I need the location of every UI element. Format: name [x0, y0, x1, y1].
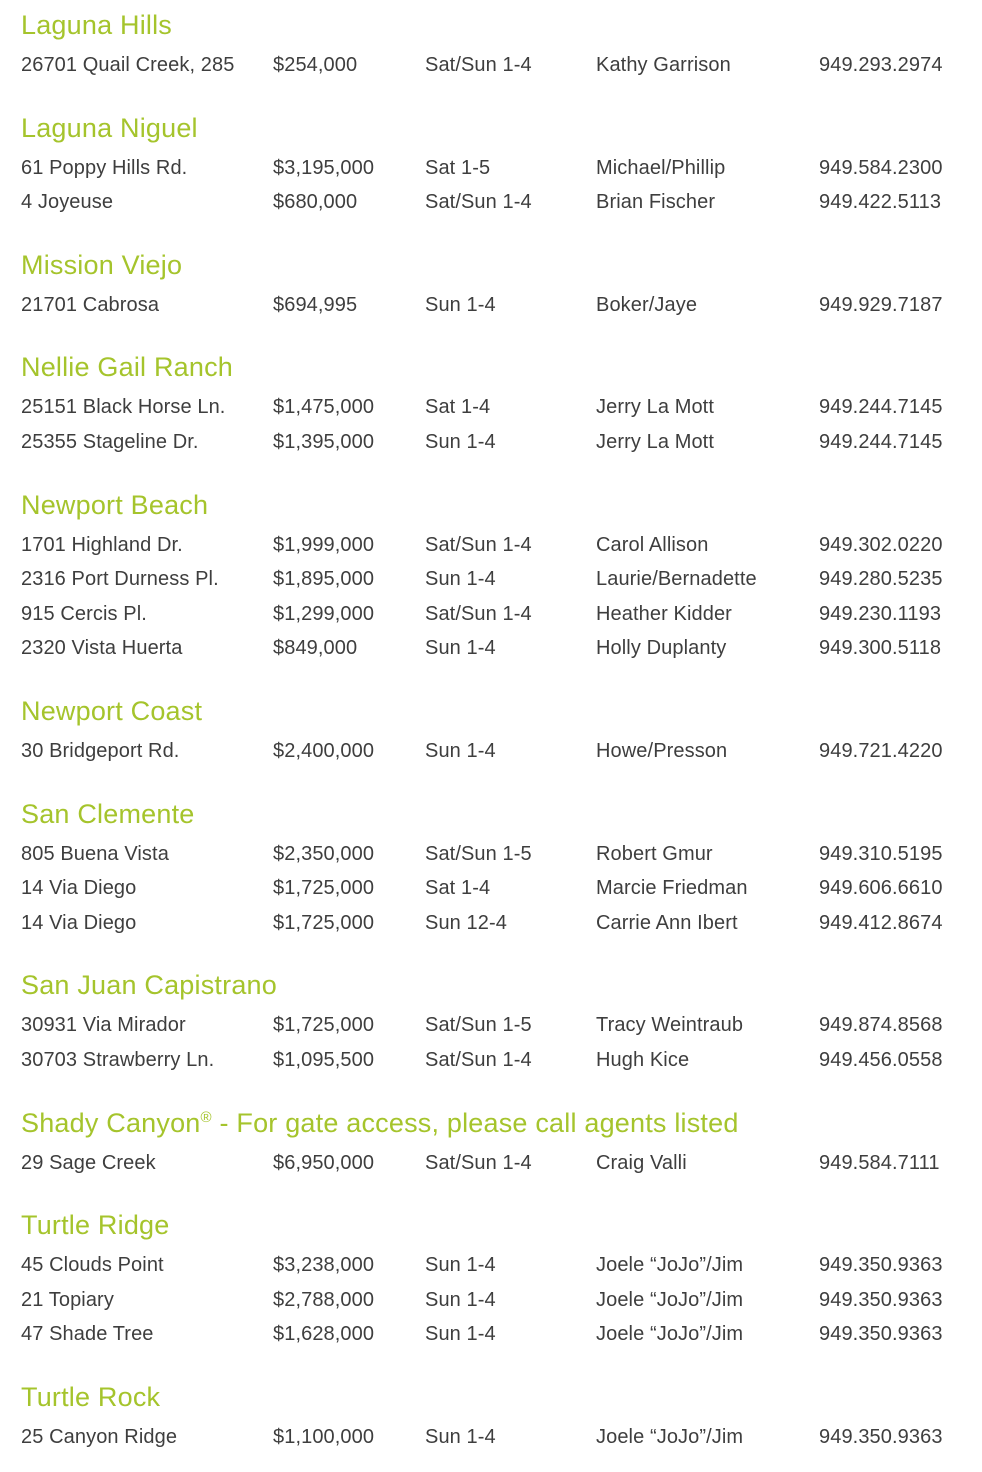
listing-agent: Boker/Jaye [596, 293, 698, 316]
city-section [21, 486, 972, 666]
city-name: Shady Canyon [21, 1107, 201, 1138]
city-name: Nellie Gail Ranch [21, 352, 233, 383]
listing-price: $849,000 [273, 637, 358, 660]
city-heading [21, 1206, 972, 1244]
city-section [21, 6, 972, 83]
listing-time: Sun 12-4 [425, 911, 507, 934]
listing-phone: 949.350.9363 [819, 1254, 943, 1277]
listing-rows [21, 1420, 972, 1455]
listing-row [21, 151, 972, 186]
city-section [21, 1378, 972, 1455]
city-name: Laguna Niguel [21, 112, 198, 143]
listing-phone: 949.280.5235 [819, 568, 943, 591]
city-heading [21, 246, 972, 284]
listing-row [21, 390, 972, 425]
listing-price: $694,995 [273, 293, 358, 316]
listing-address: 2316 Port Durness Pl. [21, 568, 219, 591]
listing-agent: Joele “JoJo”/Jim [596, 1323, 744, 1346]
listing-address: 29 Sage Creek [21, 1151, 156, 1174]
listing-phone: 949.293.2974 [819, 54, 943, 76]
city-section [21, 246, 972, 323]
city-heading [21, 6, 972, 44]
listing-rows [21, 837, 972, 941]
listing-row [21, 425, 972, 460]
listing-rows [21, 390, 972, 459]
city-name: Turtle Ridge [21, 1210, 170, 1241]
listing-time: Sun 1-4 [425, 1425, 496, 1448]
listing-agent: Heather Kidder [596, 602, 732, 625]
listing-price: $1,725,000 [273, 911, 375, 934]
listing-agent: Michael/Phillip [596, 156, 726, 179]
listing-row [21, 185, 972, 220]
listing-agent: Craig Valli [596, 1151, 687, 1174]
listing-address: 14 Via Diego [21, 877, 137, 900]
listing-address: 30 Bridgeport Rd. [21, 739, 180, 762]
listing-agent: Robert Gmur [596, 842, 713, 865]
city-name: Laguna Hills [21, 10, 172, 40]
listing-agent: Hugh Kice [596, 1048, 690, 1071]
listing-time: Sat/Sun 1-5 [425, 842, 532, 865]
listing-phone: 949.350.9363 [819, 1323, 943, 1346]
listing-price: $1,095,500 [273, 1048, 375, 1071]
listing-agent: Carrie Ann Ibert [596, 911, 738, 934]
listing-rows [21, 1248, 972, 1352]
listing-price: $1,628,000 [273, 1323, 375, 1346]
listing-agent: Howe/Presson [596, 739, 728, 762]
listing-address: 30931 Via Mirador [21, 1014, 186, 1037]
listing-row [21, 1043, 972, 1078]
listing-phone: 949.721.4220 [819, 739, 943, 762]
listing-price: $1,299,000 [273, 602, 375, 625]
listing-phone: 949.302.0220 [819, 533, 943, 556]
listing-price: $1,475,000 [273, 396, 375, 419]
listing-price: $1,895,000 [273, 568, 375, 591]
listing-price: $1,999,000 [273, 533, 375, 556]
listing-row [21, 48, 972, 83]
listing-row [21, 734, 972, 769]
listing-rows [21, 528, 972, 666]
listing-row [21, 597, 972, 632]
listing-address: 30703 Strawberry Ln. [21, 1048, 215, 1071]
listing-row [21, 631, 972, 666]
listing-row [21, 1317, 972, 1352]
listing-row [21, 906, 972, 941]
listing-address: 805 Buena Vista [21, 842, 169, 865]
listing-address: 21 Topiary [21, 1288, 114, 1311]
listing-agent: Carol Allison [596, 533, 709, 556]
listing-rows [21, 151, 972, 220]
city-name: San Clemente [21, 798, 195, 829]
listing-address: 61 Poppy Hills Rd. [21, 156, 188, 179]
listing-agent: Joele “JoJo”/Jim [596, 1288, 744, 1311]
listing-rows [21, 1008, 972, 1077]
listing-phone: 949.456.0558 [819, 1048, 943, 1071]
listing-address: 26701 Quail Creek, 285 [21, 54, 235, 76]
listing-phone: 949.244.7145 [819, 396, 943, 419]
listing-time: Sun 1-4 [425, 293, 496, 316]
listing-phone: 949.310.5195 [819, 842, 943, 865]
listing-row [21, 1146, 972, 1181]
listing-address: 25151 Black Horse Ln. [21, 396, 226, 419]
listing-agent: Joele “JoJo”/Jim [596, 1254, 744, 1277]
listing-time: Sat/Sun 1-4 [425, 54, 532, 76]
listing-phone: 949.350.9363 [819, 1425, 943, 1448]
city-heading [21, 1378, 972, 1416]
listing-agent: Jerry La Mott [596, 430, 714, 453]
listing-phone: 949.584.2300 [819, 156, 943, 179]
listing-time: Sun 1-4 [425, 568, 496, 591]
listing-row [21, 1008, 972, 1043]
listing-address: 14 Via Diego [21, 911, 137, 934]
listing-rows [21, 48, 972, 83]
listing-time: Sun 1-4 [425, 637, 496, 660]
listing-time: Sun 1-4 [425, 739, 496, 762]
city-name: Newport Coast [21, 695, 203, 726]
listing-row [21, 1420, 972, 1455]
listing-time: Sun 1-4 [425, 430, 496, 453]
heading-note: - For gate access, please call agents listed [211, 1107, 739, 1138]
listing-time: Sat/Sun 1-4 [425, 1151, 532, 1174]
listing-time: Sat/Sun 1-4 [425, 191, 532, 214]
listing-phone: 949.929.7187 [819, 293, 943, 316]
listing-address: 2320 Vista Huerta [21, 637, 183, 660]
listing-phone: 949.874.8568 [819, 1014, 943, 1037]
listing-address: 47 Shade Tree [21, 1323, 154, 1346]
listing-time: Sun 1-4 [425, 1254, 496, 1277]
listing-agent: Jerry La Mott [596, 396, 714, 419]
city-heading [21, 348, 972, 386]
listing-address: 915 Cercis Pl. [21, 602, 147, 625]
listing-phone: 949.300.5118 [819, 637, 942, 660]
listing-time: Sat/Sun 1-4 [425, 602, 532, 625]
city-section [21, 966, 972, 1077]
listing-time: Sun 1-4 [425, 1288, 496, 1311]
city-heading [21, 692, 972, 730]
listing-time: Sat 1-4 [425, 396, 491, 419]
listing-time: Sun 1-4 [425, 1323, 496, 1346]
city-section [21, 109, 972, 220]
listing-row [21, 837, 972, 872]
listing-time: Sat/Sun 1-4 [425, 1048, 532, 1071]
listing-row [21, 1248, 972, 1283]
listing-price: $2,788,000 [273, 1288, 375, 1311]
listing-price: $3,238,000 [273, 1254, 375, 1277]
city-section [21, 692, 972, 769]
listing-time: Sat/Sun 1-5 [425, 1014, 532, 1037]
listing-address: 25 Canyon Ridge [21, 1425, 178, 1448]
listing-address: 45 Clouds Point [21, 1254, 164, 1277]
city-heading [21, 966, 972, 1004]
city-name: Mission Viejo [21, 249, 183, 280]
listing-agent: Laurie/Bernadette [596, 568, 757, 591]
listing-row [21, 562, 972, 597]
listing-phone: 949.584.7111 [819, 1151, 940, 1174]
listing-row [21, 871, 972, 906]
listing-agent: Marcie Friedman [596, 877, 748, 900]
listing-price: $1,725,000 [273, 877, 375, 900]
listing-row [21, 1283, 972, 1318]
listing-phone: 949.230.1193 [819, 602, 942, 625]
listing-agent: Brian Fischer [596, 191, 716, 214]
listing-time: Sat/Sun 1-4 [425, 533, 532, 556]
listing-time: Sat 1-4 [425, 877, 491, 900]
city-heading [21, 486, 972, 524]
city-name: Turtle Rock [21, 1381, 161, 1412]
listing-agent: Joele “JoJo”/Jim [596, 1425, 744, 1448]
listing-row [21, 528, 972, 563]
listing-phone: 949.606.6610 [819, 877, 943, 900]
listing-agent: Kathy Garrison [596, 54, 731, 76]
city-name: Newport Beach [21, 489, 209, 520]
listing-phone: 949.244.7145 [819, 430, 943, 453]
registered-trademark-mark: ® [200, 1108, 212, 1126]
listing-price: $254,000 [273, 54, 358, 76]
listing-price: $680,000 [273, 191, 358, 214]
listing-row [21, 288, 972, 323]
listing-address: 4 Joyeuse [21, 191, 114, 214]
listing-phone: 949.422.5113 [819, 191, 942, 214]
listing-address: 25355 Stageline Dr. [21, 430, 199, 453]
listing-price: $2,400,000 [273, 739, 375, 762]
listing-phone: 949.412.8674 [819, 911, 943, 934]
city-heading [21, 1104, 972, 1142]
listing-rows [21, 288, 972, 323]
listing-address: 1701 Highland Dr. [21, 533, 183, 556]
city-section [21, 1104, 972, 1181]
listing-address: 21701 Cabrosa [21, 293, 160, 316]
listing-rows [21, 1146, 972, 1181]
listing-price: $2,350,000 [273, 842, 375, 865]
city-section [21, 1206, 972, 1352]
city-heading [21, 109, 972, 147]
listing-price: $6,950,000 [273, 1151, 375, 1174]
listing-price: $3,195,000 [273, 156, 375, 179]
listing-price: $1,395,000 [273, 430, 375, 453]
listing-price: $1,100,000 [273, 1425, 375, 1448]
listing-agent: Tracy Weintraub [596, 1014, 744, 1037]
city-section [21, 795, 972, 941]
listing-price: $1,725,000 [273, 1014, 375, 1037]
listing-time: Sat 1-5 [425, 156, 491, 179]
city-section [21, 348, 972, 459]
city-heading [21, 795, 972, 833]
listing-agent: Holly Duplanty [596, 637, 727, 660]
listing-rows [21, 734, 972, 769]
listing-phone: 949.350.9363 [819, 1288, 943, 1311]
city-name: San Juan Capistrano [21, 970, 277, 1001]
